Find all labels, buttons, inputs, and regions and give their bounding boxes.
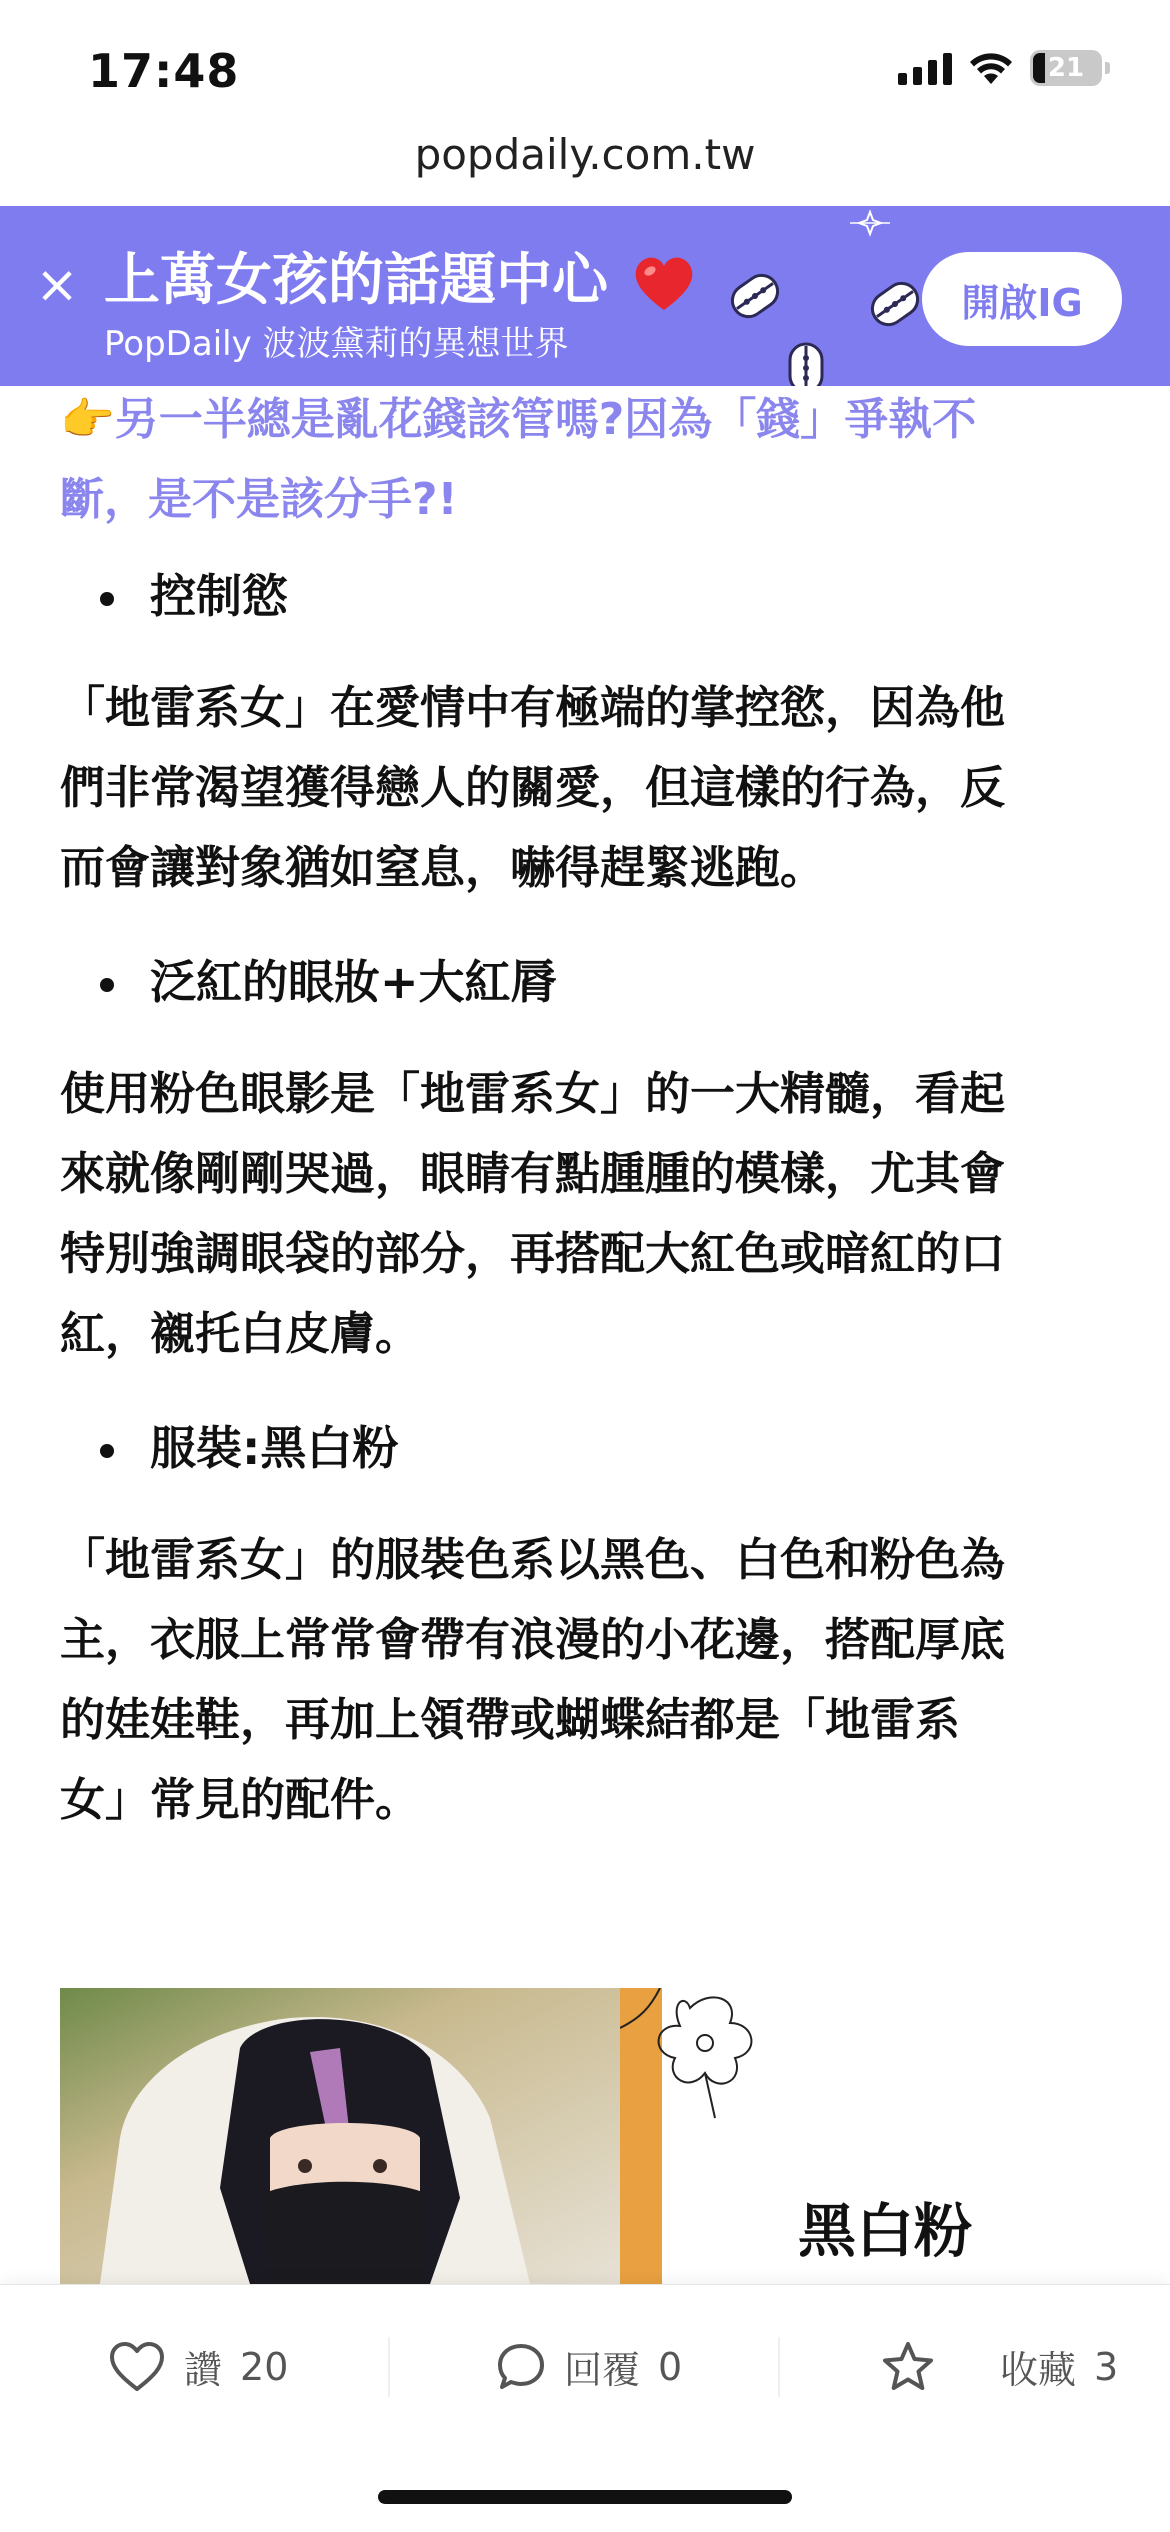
comment-bubble-icon bbox=[496, 2342, 546, 2392]
section-heading: 服裝:黑白粉 bbox=[60, 1418, 1110, 1478]
macaron-decoration-icon bbox=[700, 206, 940, 386]
floral-decoration-icon bbox=[620, 1988, 770, 2128]
like-count: 20 bbox=[240, 2344, 289, 2389]
battery-level: 21 bbox=[1047, 53, 1085, 83]
paragraph-line: 們非常渴望獲得戀人的關愛，但這樣的行為，反 bbox=[60, 761, 1006, 814]
save-label: 收藏 bbox=[1000, 2348, 1077, 2392]
status-bar bbox=[0, 0, 1170, 140]
paragraph-line: 主，衣服上常常會帶有浪漫的小花邊，搭配厚底 bbox=[60, 1613, 1006, 1666]
heart-emoji-icon bbox=[632, 254, 696, 314]
section-paragraph bbox=[60, 1520, 1110, 1840]
reply-button[interactable] bbox=[496, 2339, 682, 2394]
like-label: 讚 bbox=[184, 2348, 223, 2392]
paragraph-line: 紅，襯托白皮膚。 bbox=[60, 1307, 421, 1360]
browser-url[interactable]: popdaily.com.tw bbox=[414, 130, 756, 179]
section-heading: 泛紅的眼妝+大紅脣 bbox=[60, 952, 1110, 1012]
promo-title-text: 上萬女孩的話題中心 bbox=[104, 248, 608, 313]
article-body bbox=[60, 386, 1110, 1840]
related-article-link[interactable] bbox=[60, 380, 1110, 540]
paragraph-line: 來就像剛剛哭過，眼睛有點腫腫的模樣，尤其會 bbox=[60, 1147, 1006, 1200]
paragraph-line: 「地雷系女」在愛情中有極端的掌控慾，因為他 bbox=[60, 681, 1006, 734]
paragraph-line: 特別強調眼袋的部分，再搭配大紅色或暗紅的口 bbox=[60, 1227, 1006, 1280]
paragraph-line: 「地雷系女」的服裝色系以黑色、白色和粉色為 bbox=[60, 1533, 1006, 1586]
image-caption: 黑白粉 bbox=[798, 2197, 973, 2265]
save-count: 3 bbox=[1094, 2344, 1119, 2389]
section-paragraph bbox=[60, 668, 1110, 908]
paragraph-line: 女」常見的配件。 bbox=[60, 1773, 421, 1826]
paragraph-line: 的娃娃鞋，再加上領帶或蝴蝶結都是「地雷系 bbox=[60, 1693, 961, 1746]
home-indicator[interactable] bbox=[378, 2490, 792, 2504]
status-icons bbox=[898, 50, 1110, 86]
heart-icon bbox=[108, 2341, 166, 2393]
section-heading: 控制慾 bbox=[60, 566, 1110, 626]
section-paragraph bbox=[60, 1054, 1110, 1374]
photo-image bbox=[60, 1988, 662, 2284]
close-icon[interactable]: × bbox=[35, 255, 79, 315]
divider bbox=[778, 2337, 780, 2397]
promo-title bbox=[104, 236, 696, 316]
paragraph-line: 而會讓對象猶如窒息，嚇得趕緊逃跑。 bbox=[60, 841, 826, 894]
wifi-icon bbox=[968, 50, 1014, 86]
reply-label: 回覆 bbox=[564, 2348, 641, 2392]
like-button[interactable] bbox=[108, 2339, 288, 2394]
article-image[interactable] bbox=[60, 1988, 1110, 2284]
star-icon bbox=[880, 2340, 936, 2394]
related-link-line-2[interactable]: 斷，是不是該分手?! bbox=[60, 474, 458, 525]
cellular-signal-icon bbox=[898, 51, 952, 85]
related-link-line-1[interactable]: 👉另一半總是亂花錢該管嗎?因為「錢」爭執不 bbox=[60, 394, 977, 445]
paragraph-line: 使用粉色眼影是「地雷系女」的一大精髓，看起 bbox=[60, 1067, 1006, 1120]
promo-subtitle: PopDaily 波波黛莉的異想世界 bbox=[104, 324, 569, 364]
battery-icon bbox=[1030, 50, 1102, 86]
promo-banner[interactable] bbox=[0, 206, 1170, 386]
divider bbox=[388, 2337, 390, 2397]
reply-count: 0 bbox=[658, 2344, 683, 2389]
status-time: 17:48 bbox=[88, 44, 240, 98]
save-button[interactable] bbox=[880, 2339, 1118, 2394]
open-ig-button[interactable]: 開啟IG bbox=[922, 252, 1122, 346]
